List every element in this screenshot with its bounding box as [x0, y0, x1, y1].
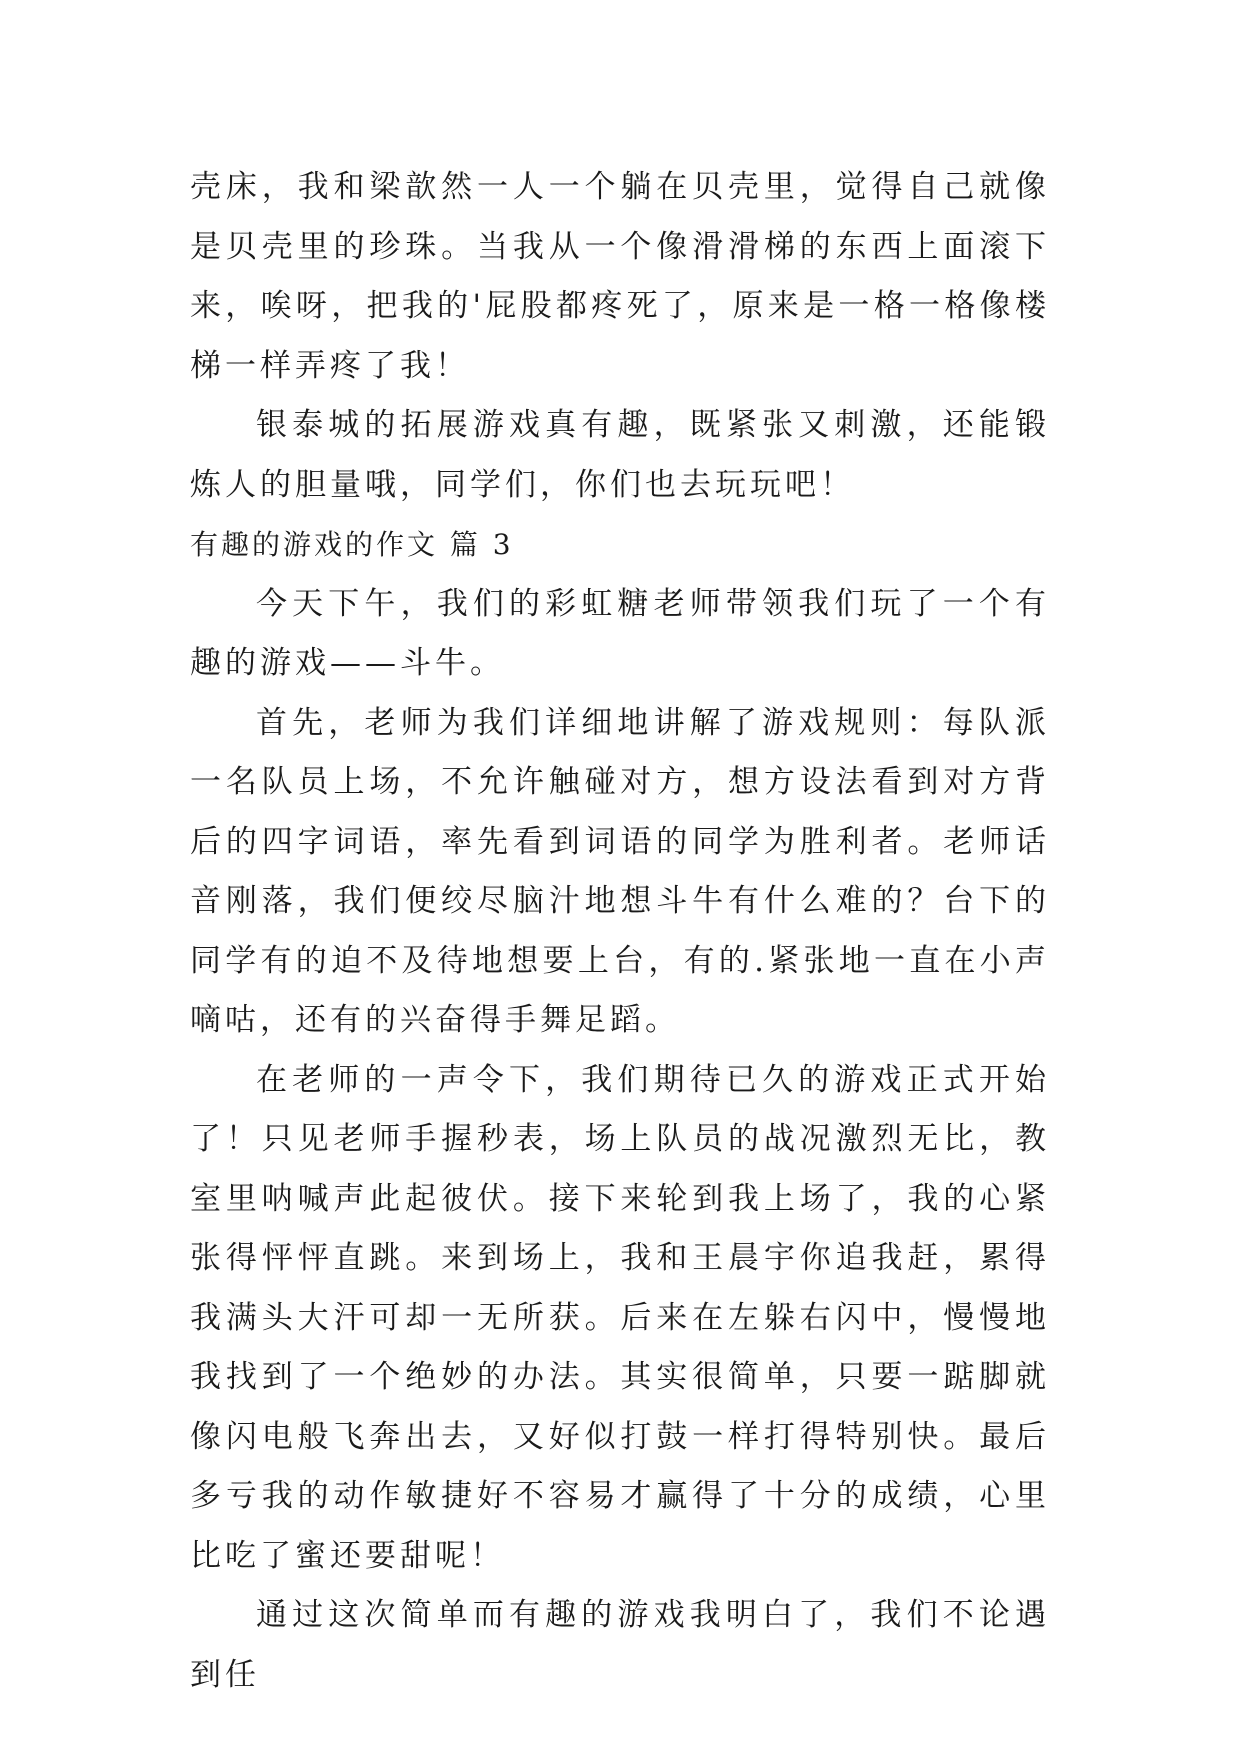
paragraph: 在老师的一声令下，我们期待已久的游戏正式开始了！只见老师手握秒表，场上队员的战况激烈无比，教室里呐喊声此起彼伏。接下来轮到我上场了，我的心紧张得怦怦直跳。来到场上，我和王晨宇你追我赶，累得我满头大汗可却一无所获。后来在左躲右闪中，慢慢地我找到了一个绝妙的办法。其实很简单，只要一踮脚就像闪电般飞奔出去，又好似打鼓一样打得特别快。最后多亏我的动作敏捷好不容易才赢得了十分的成绩，心里比吃了蜜还要甜呢！ [190, 1061, 1050, 1574]
section-title: 有趣的游戏的作文 篇 3 [190, 528, 514, 561]
paragraph: 通过这次简单而有趣的游戏我明白了，我们不论遇到任 [190, 1597, 1050, 1693]
document-body [190, 158, 1050, 1705]
paragraph: 今天下午，我们的彩虹糖老师带领我们玩了一个有趣的游戏——斗牛。 [190, 585, 1050, 681]
paragraph: 首先，老师为我们详细地讲解了游戏规则：每队派一名队员上场，不允许触碰对方，想方设法看到对方背后的四字词语，率先看到词语的同学为胜利者。老师话音刚落，我们便绞尽脑汁地想斗牛有什么难的？台下的同学有的迫不及待地想要上台，有的.紧张地一直在小声嘀咕，还有的兴奋得手舞足蹈。 [190, 704, 1050, 1038]
paragraph: 银泰城的拓展游戏真有趣，既紧张又刺激，还能锻炼人的胆量哦，同学们，你们也去玩玩吧！ [190, 407, 1050, 503]
paragraph: 壳床，我和梁歆然一人一个躺在贝壳里，觉得自己就像是贝壳里的珍珠。当我从一个像滑滑梯的东西上面滚下来，唉呀，把我的'屁股都疼死了，原来是一格一格像楼梯一样弄疼了我！ [190, 169, 1050, 384]
